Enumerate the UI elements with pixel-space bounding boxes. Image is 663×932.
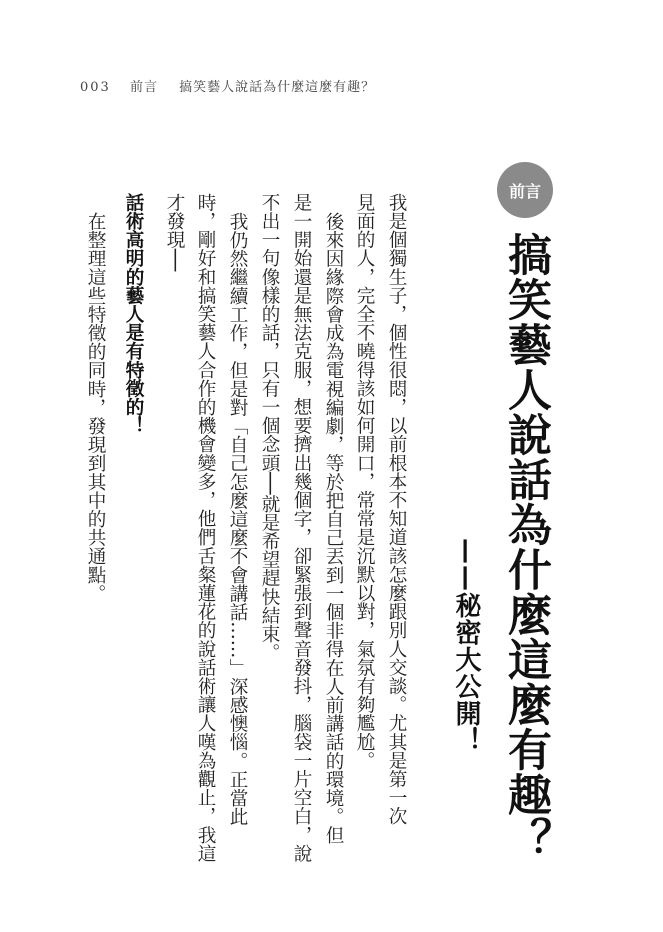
body-line-1: 我是個獨生子，個性很悶，以前根本不知道該怎麼跟別人交談。尤其是第一次 bbox=[386, 193, 407, 826]
page-number: 003 bbox=[80, 80, 111, 95]
body-line-3: 後來因緣際會成為電視編劇，等於把自己丟到一個非得在人前講話的環境。但 bbox=[323, 212, 344, 845]
body-line-4: 是一開始還是無法克服，想要擠出幾個字，卻緊張到聲音發抖，腦袋一片空白，說 bbox=[291, 193, 312, 863]
body-line-8: 才發現── bbox=[164, 193, 185, 272]
header-chapter-title: 搞笑藝人說話為什麼這麼有趣？ bbox=[179, 80, 376, 95]
body-line-5: 不出一句像樣的話，只有一個念頭──就是希望趕快結束。 bbox=[259, 193, 280, 662]
body-line-7: 時，剛好和搞笑藝人合作的機會變多，他們舌粲蓮花的說話術讓人嘆為觀止，我這 bbox=[195, 193, 216, 863]
running-header bbox=[80, 76, 375, 95]
chapter-subtitle: ——秘密大公開！ bbox=[451, 538, 481, 754]
body-line-6: 我仍然繼續工作，但是對「自己怎麼這麼不會講話……」深感懊惱。正當此 bbox=[227, 212, 248, 826]
chapter-badge: 前言 bbox=[497, 162, 553, 218]
body-line-final: 在整理這些特徵的同時，發現到其中的共通點。 bbox=[85, 212, 106, 603]
header-section: 前言 bbox=[129, 80, 158, 95]
body-line-2: 見面的人，完全不曉得該如何開口，常常是沉默以對，氣氛有夠尷尬。 bbox=[354, 193, 375, 770]
chapter-title: 搞笑藝人說話為什麼這麼有趣？ bbox=[500, 232, 551, 862]
sub-heading: 話術高明的藝人是有特徵的！ bbox=[123, 193, 144, 435]
